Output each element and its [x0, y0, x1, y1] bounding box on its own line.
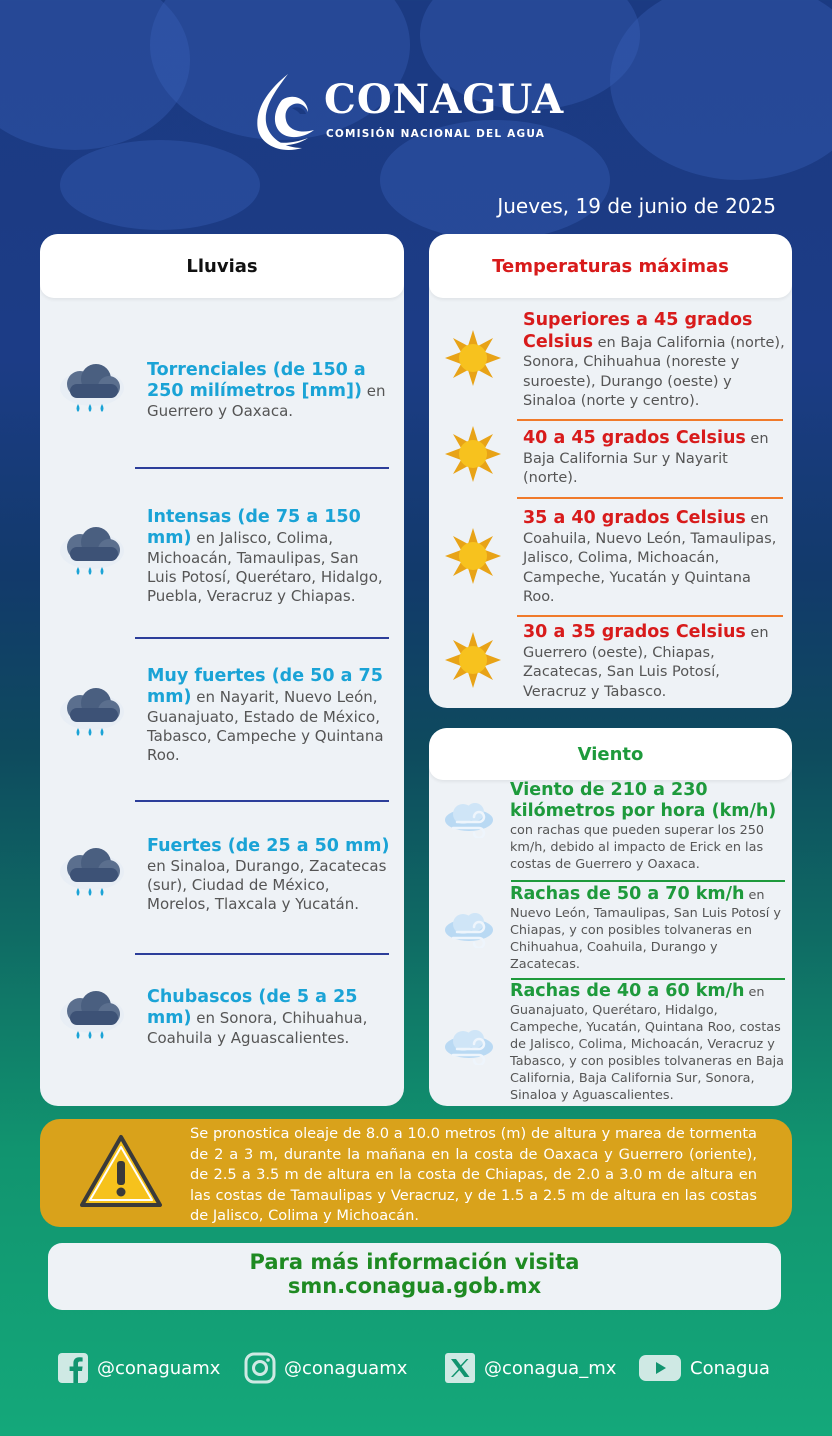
rain-intensity: Chubascos (de 5 a 25 mm) — [147, 987, 358, 1028]
background-cloud — [60, 140, 260, 230]
header — [0, 0, 832, 230]
rain-regions: en Jalisco, Colima, Michoacán, Tamaulipas, San Luis Potosí, Querétaro, Hidalgo, Puebla, Veracruz y Chiapas. — [147, 529, 383, 605]
temp-regions: en Baja California Sur y Nayarit (norte). — [523, 431, 769, 486]
rain-description — [147, 987, 392, 1048]
rain-intensity: Muy fuertes (de 50 a 75 mm) — [147, 666, 383, 707]
divider — [511, 978, 785, 980]
wind-speed: Rachas de 40 a 60 km/h — [510, 981, 745, 1001]
wind-cloud-icon — [441, 1025, 497, 1065]
rain-cloud-icon — [56, 684, 126, 744]
social-youtube[interactable] — [638, 1351, 770, 1385]
rain-cloud-icon — [56, 523, 126, 583]
temp-range: 35 a 40 grados Celsius — [523, 508, 746, 528]
social-instagram[interactable] — [244, 1351, 407, 1385]
divider — [135, 953, 389, 955]
alert-banner — [40, 1119, 792, 1227]
divider — [135, 467, 389, 469]
conagua-logo — [248, 70, 578, 160]
rain-intensity: Fuertes (de 25 a 50 mm) — [147, 836, 390, 856]
temp-description — [523, 508, 785, 608]
rain-intensity: Intensas (de 75 a 150 mm) — [147, 507, 361, 548]
warning-icon — [78, 1133, 164, 1211]
temp-description — [523, 428, 785, 489]
rain-cloud-icon — [56, 844, 126, 904]
conagua-emblem-icon — [248, 70, 320, 154]
wind-description — [510, 780, 788, 873]
lluvias-card — [40, 234, 404, 1106]
sun-icon — [443, 630, 503, 690]
rain-cloud-icon — [56, 360, 126, 420]
temp-range: 40 a 45 grados Celsius — [523, 428, 746, 448]
divider — [517, 497, 783, 499]
rain-description — [147, 507, 392, 606]
social-x[interactable] — [444, 1351, 616, 1385]
rain-intensity: Torrenciales (de 150 a 250 milímetros [mm]) — [147, 360, 366, 401]
divider — [135, 800, 389, 802]
wind-regions: en Guanajuato, Querétaro, Hidalgo, Campeche, Yucatán, Quintana Roo, costas de Jalisco, Colima, Michoacán, Veracruz y Tabasco, y con posibles tolvaneras en Baja California, Baja California Sur, Sonora, Sinaloa y Aguascalientes. — [510, 985, 785, 1103]
divider — [511, 880, 785, 882]
divider — [517, 419, 783, 421]
social-facebook[interactable] — [57, 1351, 220, 1385]
temp-range: 30 a 35 grados Celsius — [523, 622, 746, 642]
wind-description — [510, 884, 788, 973]
rain-description — [147, 666, 392, 765]
divider — [517, 615, 783, 617]
rain-regions: en Nayarit, Nuevo León, Guanajuato, Estado de México, Tabasco, Campeche y Quintana Roo. — [147, 688, 384, 764]
instagram-icon — [244, 1352, 276, 1384]
temp-range: Superiores a 45 grados Celsius — [523, 310, 753, 352]
sun-icon — [443, 328, 503, 388]
temp-regions: en Baja California (norte), Sonora, Chihuahua (noreste y suroeste), Durango (oeste) y Sinaloa (norte y centro). — [523, 334, 785, 409]
viento-card — [429, 728, 792, 1106]
brand-subtitle: COMISIÓN NACIONAL DEL AGUA — [326, 128, 546, 140]
wind-cloud-icon — [441, 908, 497, 948]
rain-description — [147, 360, 392, 421]
wind-regions: con rachas que pueden superar los 250 km/h, debido al impacto de Erick en las costas de Guerrero y Oaxaca. — [510, 823, 765, 872]
temperaturas-card — [429, 234, 792, 708]
rain-description — [147, 836, 392, 914]
viento-title: Viento — [429, 728, 792, 780]
facebook-icon — [57, 1352, 89, 1384]
wind-cloud-icon — [441, 798, 497, 838]
background-cloud — [610, 0, 832, 180]
wind-speed: Rachas de 50 a 70 km/h — [510, 884, 745, 904]
temp-regions: en Guerrero (oeste), Chiapas, Zacatecas, San Luis Potosí, Veracruz y Tabasco. — [523, 625, 769, 700]
youtube-icon — [638, 1352, 682, 1384]
x-icon — [444, 1352, 476, 1384]
wind-regions: en Nuevo León, Tamaulipas, San Luis Potosí y Chiapas, y con posibles tolvaneras en Chihuahua, Coahuila, Durango y Zacatecas. — [510, 888, 781, 972]
rain-cloud-icon — [56, 987, 126, 1047]
temp-description — [523, 622, 785, 702]
rain-regions: en Sonora, Chihuahua, Coahuila y Aguascalientes. — [147, 1009, 368, 1047]
divider — [135, 637, 389, 639]
alert-text: Se pronostica oleaje de 8.0 a 10.0 metros (m) de altura y marea de tormenta de 2 a 3 m, durante la mañana en la costa de Oaxaca y Guerrero (oriente), de 2.5 a 3.5 m de altura en la costa de Chiapas, de 2.0 a 3.0 m de altura en las costas de Tamaulipas y Veracruz, y de 1.5 a 2.5 m de altura en las costas de Jalisco, Colima y Michoacán. — [190, 1125, 757, 1224]
sun-icon — [443, 526, 503, 586]
x-handle: @conagua_mx — [484, 1357, 617, 1379]
temperaturas-title: Temperaturas máximas — [429, 234, 792, 298]
more-info-link[interactable]: smn.conagua.gob.mx — [287, 1274, 542, 1298]
wind-description — [510, 981, 788, 1104]
rain-regions: en Guerrero y Oaxaca. — [147, 382, 386, 420]
more-info-box — [48, 1243, 781, 1310]
instagram-handle: @conaguamx — [284, 1357, 408, 1379]
wind-speed: Viento de 210 a 230 kilómetros por hora (km/h) — [510, 780, 777, 821]
facebook-handle: @conaguamx — [97, 1357, 221, 1379]
report-date: Jueves, 19 de junio de 2025 — [497, 194, 776, 218]
lluvias-title: Lluvias — [40, 234, 404, 298]
brand-name: CONAGUA — [324, 76, 565, 123]
temp-description — [523, 310, 785, 412]
youtube-handle: Conagua — [690, 1357, 770, 1379]
rain-regions: en Sinaloa, Durango, Zacatecas (sur), Ciudad de México, Morelos, Tlaxcala y Yucatán. — [147, 857, 387, 913]
temp-regions: en Coahuila, Nuevo León, Tamaulipas, Jalisco, Colima, Michoacán, Campeche, Yucatán y Quintana Roo. — [523, 511, 777, 605]
sun-icon — [443, 424, 503, 484]
more-info-label: Para más información visita — [249, 1250, 580, 1274]
